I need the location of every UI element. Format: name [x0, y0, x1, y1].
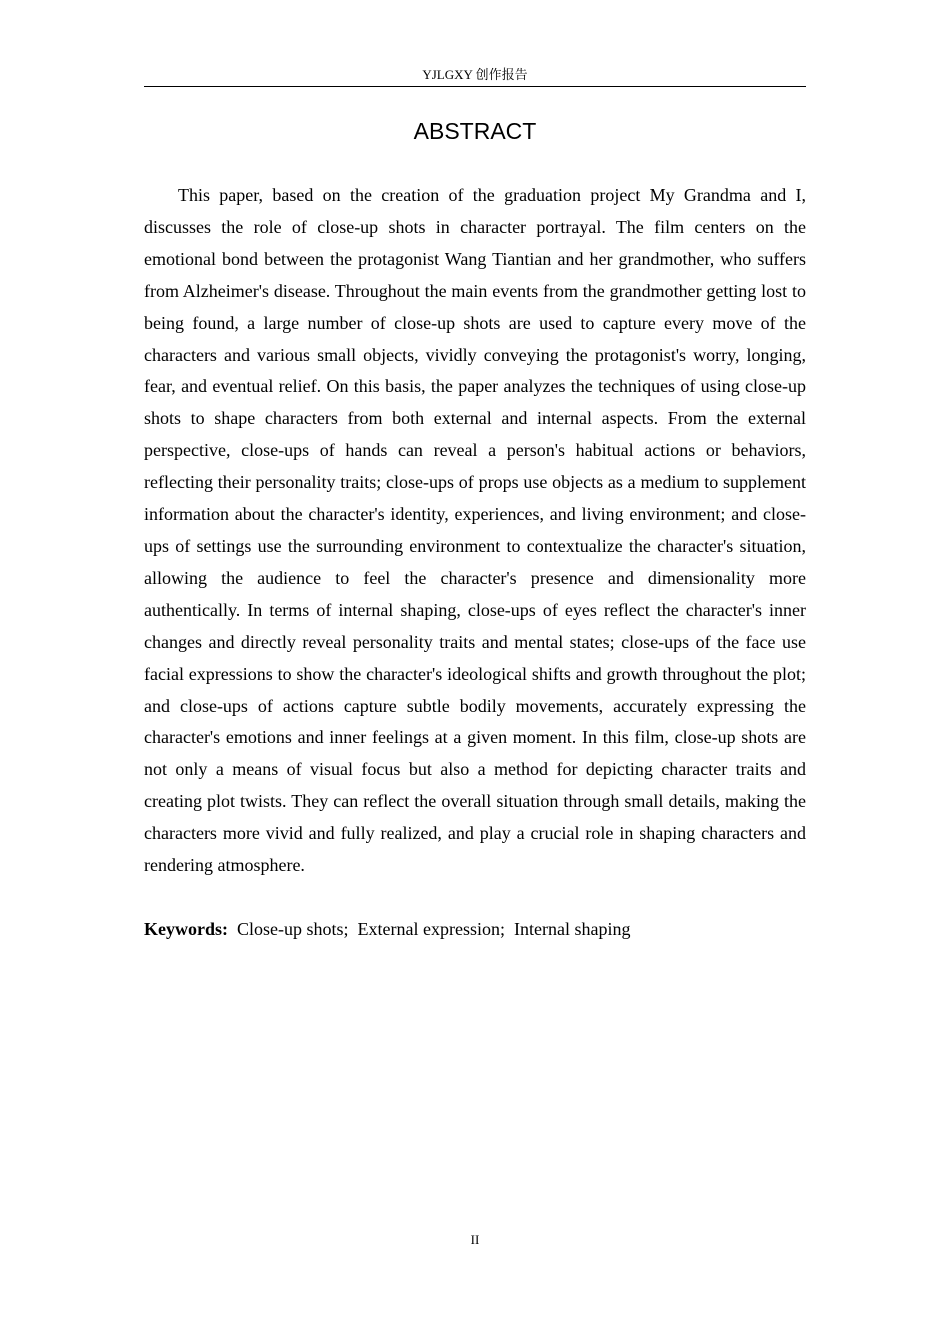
page-number: II [470, 1232, 480, 1247]
keyword-separator: ; [343, 919, 349, 939]
abstract-body: This paper, based on the creation of the graduation project My Grandma and I, discusses the role of close-up shots in character portrayal. The film centers on the emotional bond between the protagonist Wang Tiantian and her grandmother, who suffers from Alzheimer's disease. Throughout the main events from the grandmother getting lost to being found, a large number of close-up shots are used to capture every move of the characters and various small objects, vividly conveying the protagonist's worry, longing, fear, and eventual relief. On this basis, the paper analyzes the techniques of using close-up shots to shape characters from both external and internal aspects. From the external perspective, close-ups of hands can reveal a person's habitual actions or behaviors, reflecting their personality traits; close-ups of props use objects as a medium to supplement information about the character's identity, experiences, and living environment; and close-ups of settings use the surrounding environment to contextualize the character's situation, allowing the audience to feel the character's presence and dimensionality more authentically. In terms of internal shaping, close-ups of eyes reflect the character's inner changes and directly reveal personality traits and mental states; close-ups of the face use facial expressions to show the character's ideological shifts and growth throughout the plot; and close-ups of actions capture subtle bodily movements, accurately expressing the character's emotions and inner feelings at a given moment. In this film, close-up shots are not only a means of visual focus but also a method for depicting character traits and creating plot twists. They can reflect the overall situation through small details, making the characters more vivid and fully realized, and play a crucial role in shaping characters and rendering atmosphere. [144, 185, 806, 876]
running-header: YJLGXY 创作报告 [422, 67, 528, 82]
keywords-line [144, 914, 806, 945]
keyword-item: Internal shaping [514, 919, 631, 939]
keyword-item: Close-up shots [237, 919, 344, 939]
keyword-item: External expression [357, 919, 500, 939]
keywords-label: Keywords: [144, 919, 228, 939]
abstract-title: ABSTRACT [413, 118, 537, 144]
keyword-separator: ; [499, 919, 505, 939]
header-rule [144, 86, 806, 87]
